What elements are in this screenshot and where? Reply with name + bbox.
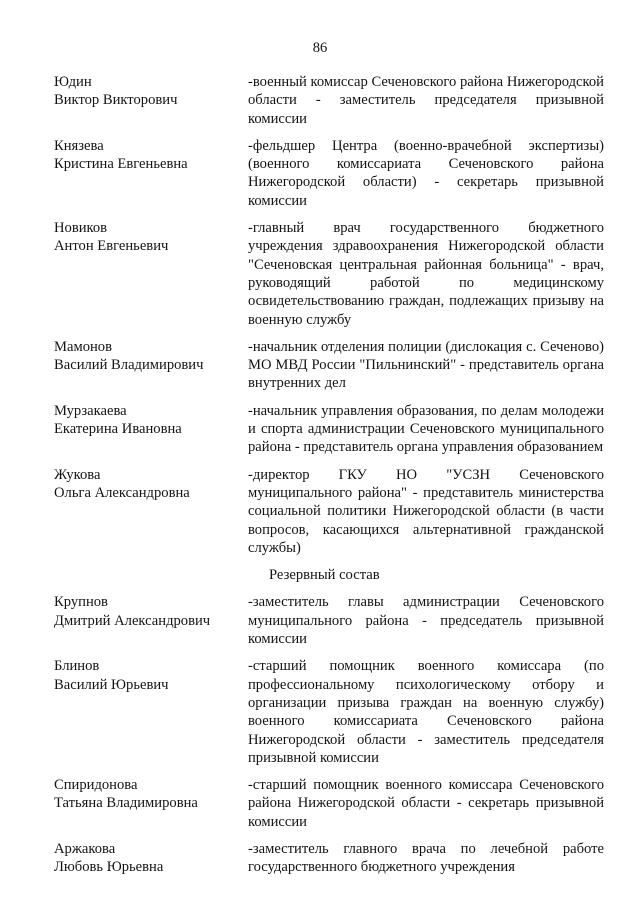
member-role: -заместитель главного врача по лечебной работе государственного бюджетного учреждения — [248, 840, 604, 876]
member-name — [54, 593, 248, 648]
member-name — [54, 776, 248, 831]
member-entry — [54, 137, 604, 210]
member-given-names: Татьяна Владимировна — [54, 795, 198, 812]
member-entry — [54, 466, 604, 557]
member-name — [54, 338, 248, 393]
member-given-names: Екатерина Ивановна — [54, 421, 182, 438]
member-given-names: Ольга Александровна — [54, 484, 190, 501]
member-entry — [54, 776, 604, 831]
member-surname: Крупнов — [54, 594, 108, 611]
member-name — [54, 466, 248, 557]
member-given-names: Любовь Юрьевна — [54, 859, 164, 876]
member-surname: Мамонов — [54, 338, 112, 355]
member-name — [54, 840, 248, 877]
member-entry — [54, 338, 604, 393]
member-role: -старший помощник военного комиссара (по профессиональному психологическому отбору и организации призыва граждан на военную службу) военного комиссариата Сеченовского района Нижегородской области - заместитель председателя призывной комиссии — [248, 658, 604, 766]
member-surname: Юдин — [54, 74, 92, 90]
member-entry — [54, 840, 604, 877]
member-given-names: Антон Евгеньевич — [54, 238, 169, 255]
member-given-names: Василий Владимирович — [54, 357, 204, 374]
member-role: -директор ГКУ НО "УСЗН Сеченовского муниципального района" - представитель министерства социальной политики Нижегородской области (в части вопросов, касающихся альтернативной гражданской службы) — [248, 466, 604, 556]
member-entry — [54, 402, 604, 457]
member-entry — [54, 219, 604, 329]
member-entry — [54, 593, 604, 648]
member-surname: Аржакова — [54, 840, 116, 857]
member-name — [54, 137, 248, 210]
member-name — [54, 402, 248, 457]
member-surname: Князева — [54, 137, 104, 154]
member-given-names: Василий Юрьевич — [54, 676, 169, 693]
member-role: -фельдшер Центра (военно-врачебной экспертизы) (военного комиссариата Сеченовского района Нижегородской области) - секретарь призывной комиссии — [248, 137, 604, 209]
member-surname: Мурзакаева — [54, 402, 127, 419]
member-given-names: Виктор Викторович — [54, 92, 178, 109]
member-given-names: Кристина Евгеньевна — [54, 156, 188, 173]
member-name — [54, 73, 248, 128]
member-role: -начальник управления образования, по делам молодежи и спорта администрации Сеченовского муниципального района - представитель органа управления образованием — [248, 402, 604, 456]
reserve-section-title: Резервный состав — [269, 567, 380, 584]
page-number: 86 — [312, 40, 328, 56]
member-entry — [54, 73, 604, 128]
member-surname: Спиридонова — [54, 777, 138, 794]
member-entry — [54, 657, 604, 767]
member-name — [54, 657, 248, 767]
commission-list — [54, 73, 604, 886]
member-role: -начальник отделения полиции (дислокация с. Сеченово) МО МВД России "Пильнинский" - представитель органа внутренних дел — [248, 338, 604, 392]
member-role: -военный комиссар Сеченовского района Нижегородской области - заместитель председателя призывной комиссии — [248, 74, 604, 127]
member-surname: Жукова — [54, 466, 101, 483]
member-surname: Блинов — [54, 658, 100, 675]
member-surname: Новиков — [54, 220, 108, 237]
member-name — [54, 219, 248, 329]
member-role: -главный врач государственного бюджетного учреждения здравоохранения Нижегородской области "Сеченовская центральная районная больница" - врач, руководящий работой по медицинскому освидетельствованию граждан, подлежащих призыву на военную службу — [248, 220, 604, 328]
reserve-members-list — [54, 593, 604, 876]
member-given-names: Дмитрий Александрович — [54, 612, 211, 629]
member-role: -старший помощник военного комиссара Сеченовского района Нижегородской области - секретарь призывной комиссии — [248, 777, 604, 830]
main-members-list — [54, 73, 604, 557]
member-role: -заместитель главы администрации Сеченовского муниципального района - председатель призывной комиссии — [248, 594, 604, 648]
